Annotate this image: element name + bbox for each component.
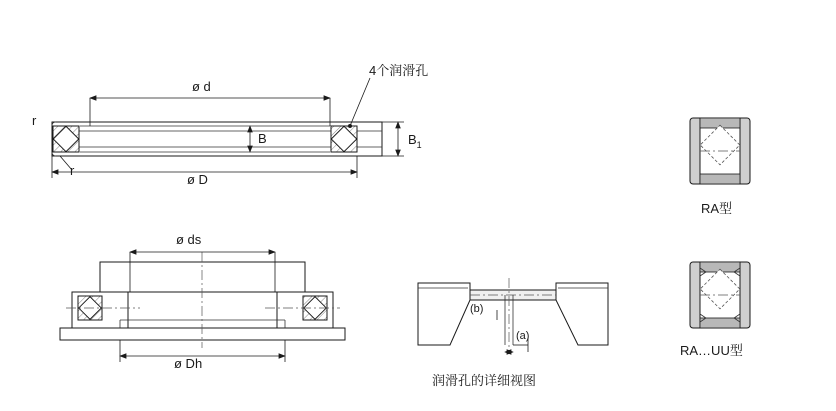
- label-B: B: [258, 131, 267, 146]
- top-section-view: [52, 78, 404, 178]
- label-phi-D: ø D: [187, 172, 208, 187]
- label-B1: [408, 131, 422, 150]
- label-detail-a: (a): [516, 330, 530, 342]
- label-variant-ra-uu: RA…UU型: [680, 343, 743, 358]
- label-phi-d: ø d: [192, 79, 211, 94]
- label-phi-ds: ø ds: [176, 232, 202, 247]
- label-B1-main: B: [408, 132, 417, 147]
- label-B1-sub: 1: [416, 140, 422, 151]
- label-r-left: r: [32, 113, 37, 128]
- label-lubrication-holes: 4个润滑孔: [369, 63, 429, 78]
- variant-ra-uu-figure: [690, 262, 750, 328]
- label-detail-b: (b): [470, 303, 484, 315]
- bottom-section-view: [60, 252, 345, 362]
- label-phi-Dh: ø Dh: [174, 356, 203, 371]
- label-r-bottom: r: [70, 163, 75, 178]
- lubrication-hole-detail: [418, 278, 608, 352]
- variant-ra-figure: [690, 118, 750, 184]
- label-variant-ra: RA型: [701, 201, 733, 216]
- label-detail-caption: 润滑孔的详细视图: [432, 373, 537, 388]
